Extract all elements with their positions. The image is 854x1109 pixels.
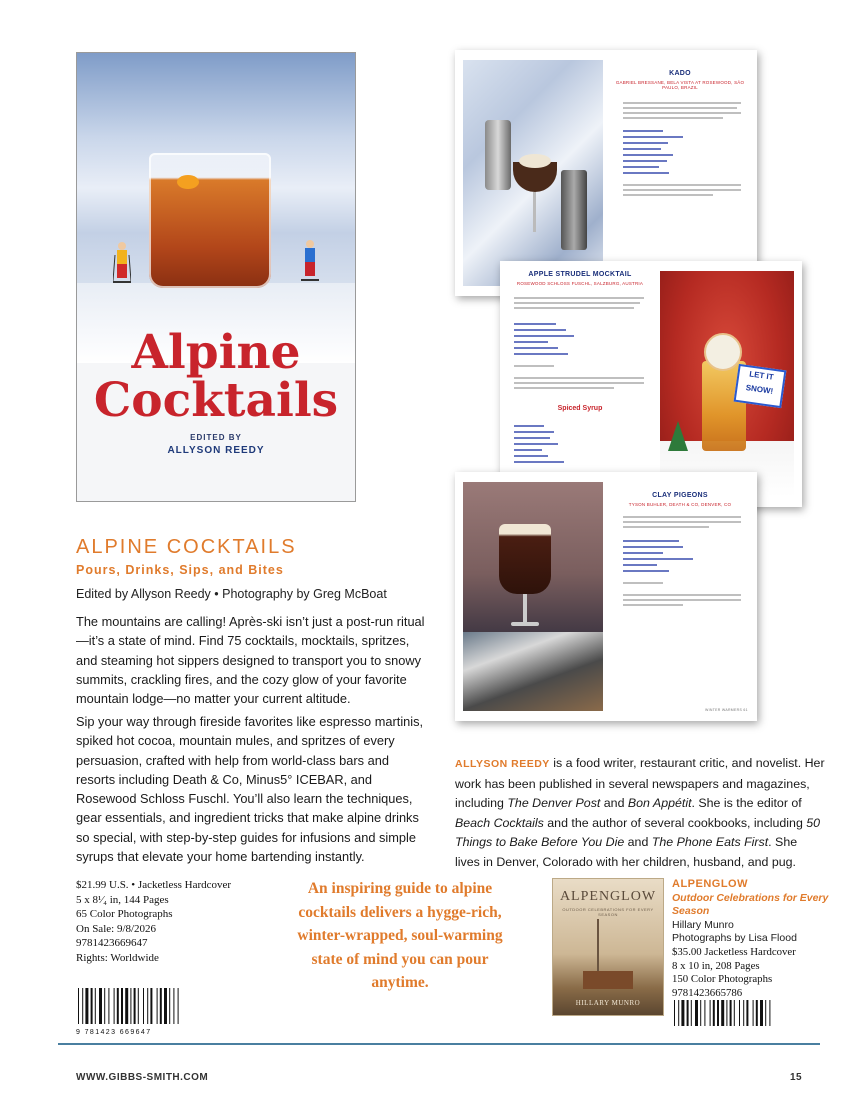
alpenglow-cover-subtitle: OUTDOOR CELEBRATIONS FOR EVERY SEASON [562, 907, 654, 917]
isbn-barcode [76, 988, 184, 1034]
cover-skier-figure [301, 239, 319, 285]
tree-illustration [597, 919, 619, 979]
alpenglow-photographer: Photographs by Lisa Flood [672, 932, 797, 945]
cover-cocktail-glass [149, 153, 271, 288]
alpenglow-subtitle: Outdoor Celebrations for Every Season [672, 891, 829, 918]
apple-strudel-subtitle: ROSEWOOD SCHLOSS FUSCHL, SALZBURG, AUSTRIA [516, 281, 644, 286]
cover-author: ALLYSON REEDY [167, 445, 265, 456]
footer-rule [58, 1043, 820, 1045]
bio-text: and [600, 796, 628, 811]
cover-edited-by: EDITED BY [190, 433, 242, 442]
apple-strudel-title: APPLE STRUDEL MOCKTAIL [528, 271, 632, 278]
spread-clay-pigeons [455, 472, 757, 721]
alpenglow-price: $35.00 Jacketless Hardcover [672, 945, 796, 958]
bio-book-title: 50 Things to Bake Before You Die [455, 815, 821, 850]
barcode-digits: 9 781423 669647 [76, 1029, 152, 1036]
alpenglow-isbn: 9781423665786 [672, 986, 743, 999]
kado-title: KADO [669, 70, 691, 77]
alpenglow-author: Hillary Munro [672, 918, 734, 931]
kado-photo [463, 60, 603, 286]
bio-author-name: ALLYSON REEDY [455, 758, 550, 770]
bio-text: . She is the editor of [691, 796, 802, 811]
spread-page-number: 61 [743, 708, 748, 712]
cover-title-line2: Cocktails [93, 373, 339, 428]
cover-title-line1: Alpine [131, 325, 301, 380]
book-description-paragraph: Sip your way through fireside favorites like espresso martinis, spiked hot cocoa, mountain mules, and spritzes of every persuasion, crafted with help from world-class bars and resorts including Death & Co, Minus5° ICEBAR, and Rosewood Schloss Fuschl. You’ll also learn the techniques, gear essentials, and ingredient tricks that make alpine drinks so special, with step-by-step guides for infusions and simple syrups that elevate your home bartending instantly. [76, 714, 424, 865]
alpenglow-cover [552, 878, 664, 1016]
bio-book-title: Beach Cocktails [455, 815, 544, 830]
alpenglow-title: ALPENGLOW [672, 878, 748, 890]
alpenglow-info [672, 878, 842, 1000]
clay-pigeons-title: CLAY PIGEONS [652, 492, 708, 499]
table-illustration [583, 971, 633, 989]
alpenglow-cover-author: HILLARY MUNRO [575, 999, 641, 1007]
spiced-syrup-heading: Spiced Syrup [557, 405, 603, 412]
spec-rights: Rights: Worldwide [76, 951, 159, 964]
spec-on-sale: On Sale: 9/8/2026 [76, 922, 157, 935]
book-title: ALPINE COCKTAILS [76, 536, 297, 558]
clay-pigeons-subtitle: TYSON BUHLER, DEATH & CO, DENVER, CO [628, 502, 732, 507]
apple-strudel-photo [660, 271, 794, 497]
bio-text: . She lives in Denver, Colorado with her children, husband, and pug. [455, 835, 798, 869]
barcode-bars [76, 988, 184, 1024]
pull-quote: An inspiring guide to alpine cocktails delivers a hygge-rich, winter-wrapped, soul-warming state of mind you can pour anytime. [297, 880, 503, 991]
spec-isbn: 9781423669647 [76, 937, 148, 950]
book-description-paragraph: The mountains are calling! Après-ski isn’t just a post-run ritual—it’s a state of mind. Find 75 cocktails, mocktails, spritzes, and steaming hot sippers designed to transport you to snowy summits, crackling fires, and the cozy glow of your favorite mountain lodge—no matter your current altitude. [76, 614, 425, 707]
spec-price: $21.99 U.S. • Jacketless Hardcover [76, 879, 232, 891]
alpenglow-size: 8 x 10 in, 208 Pages [672, 959, 760, 972]
kado-subtitle: GABRIEL BRESSANE, BELA VISTA AT ROSEWOOD, SÃO PAULO, BRAZIL [615, 80, 745, 90]
bio-text: and the author of several cookbooks, including [543, 815, 807, 830]
spec-photos: 65 Color Photographs [76, 908, 173, 921]
bio-book-title: The Phone Eats First [651, 835, 769, 850]
bio-text: and [624, 835, 652, 850]
book-cover [76, 52, 356, 502]
alpenglow-photos: 150 Color Photographs [672, 973, 773, 986]
spread-kado [455, 50, 757, 296]
cover-skier-figure [113, 241, 131, 287]
book-subtitle: Pours, Drinks, Sips, and Bites [76, 563, 284, 577]
bio-publication: Bon Appétit [627, 796, 692, 811]
spread-apple-strudel [500, 261, 802, 507]
spread-footer-label: WINTER WARMERS [705, 708, 743, 712]
bio-publication: The Denver Post [507, 796, 601, 811]
cover-orange-garnish [177, 175, 199, 189]
bio-text: is a food writer, restaurant critic, and novelist. Her work has been published in several newspapers and magazines, including [455, 756, 825, 811]
alpenglow-cover-title: ALPENGLOW [559, 889, 657, 904]
clay-pigeons-photo [463, 482, 603, 711]
book-credits: Edited by Allyson Reedy • Photography by Greg McBoat [76, 587, 387, 601]
spec-size: 5 x 8¹⁄₄ in, 144 Pages [76, 893, 169, 906]
footer-page-number: 15 [790, 1072, 803, 1083]
footer-url[interactable]: WWW.GIBBS-SMITH.COM [76, 1072, 209, 1083]
author-bio [455, 754, 825, 873]
let-it-snow-sign: LET IT SNOW! [734, 364, 787, 408]
book-specs [76, 878, 231, 966]
alpenglow-barcode [672, 1000, 776, 1026]
